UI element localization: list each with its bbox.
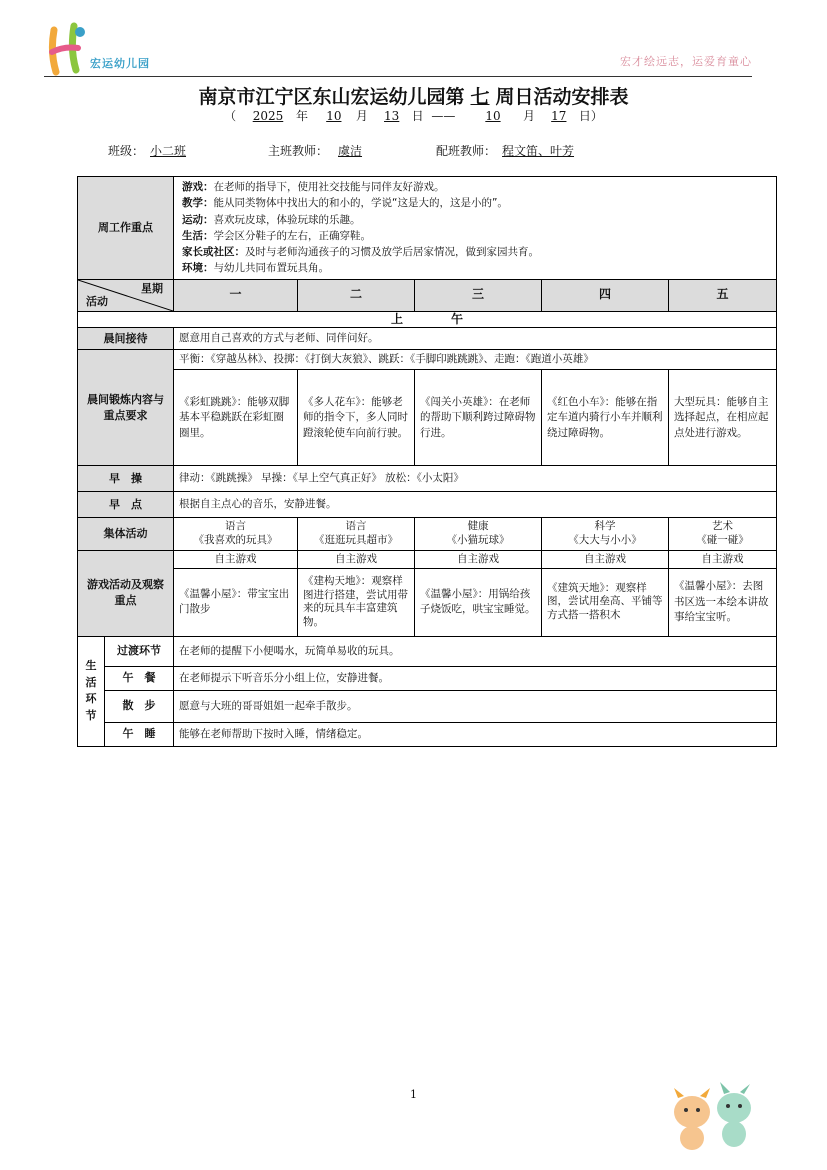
week-number: 七: [470, 86, 490, 108]
exercise-day-cell: 《彩虹跳跳》：能够双脚基本平稳跳跃在彩虹圈圈里。: [174, 370, 298, 466]
game-detail-cell: 《建筑天地》：观察样图，尝试用垒高、平铺等方式搭一搭积木: [542, 568, 669, 636]
class-label: 班级：: [108, 144, 145, 158]
morning-section-label: 上 午: [78, 311, 777, 328]
class-info: [108, 142, 192, 159]
corner-weekday-label: 星期: [141, 281, 163, 295]
mascot-illustration: [664, 1076, 764, 1152]
day-header: 四: [542, 279, 669, 311]
game-type-cell: 自主游戏: [298, 550, 415, 568]
day-unit-2: 日: [578, 109, 591, 123]
exercise-summary-row: [78, 350, 777, 370]
group-activity-cell: 健康 《小猫玩球》: [415, 518, 542, 550]
start-year: 2025: [252, 109, 284, 123]
game-detail-cell: 《温馨小屋》：去图书区选一本绘本讲故事给宝宝听。: [669, 568, 777, 636]
title-prefix: 南京市江宁区东山宏运幼儿园第: [198, 86, 465, 108]
month-unit-2: 月: [522, 109, 535, 123]
date-range: [0, 107, 827, 124]
life-section-label: 生活环节: [78, 636, 105, 746]
date-dash: ——: [431, 109, 456, 123]
life-row: [78, 722, 777, 746]
day-unit-1: 日: [411, 109, 424, 123]
reception-row: [78, 328, 777, 350]
game-detail-cell: 《温馨小屋》：带宝宝出门散步: [174, 568, 298, 636]
reception-text: 愿意用自己喜欢的方式与老师、同伴问好。: [174, 328, 777, 350]
life-row-text: 在老师的提醒下小便喝水，玩简单易收的玩具。: [174, 636, 777, 666]
class-value: 小二班: [150, 144, 187, 158]
end-day: 17: [551, 109, 567, 123]
morning-section-row: [78, 311, 777, 328]
date-close: ）: [590, 109, 603, 123]
page-title: [0, 82, 827, 109]
main-teacher-info: [268, 142, 372, 159]
assist-teacher-info: [436, 142, 580, 159]
main-teacher-value: 虞洁: [338, 144, 363, 158]
schedule-table: [77, 176, 777, 747]
life-row-text: 在老师提示下听音乐分小组上位，安静进餐。: [174, 666, 777, 690]
group-activity-cell: 语言 《我喜欢的玩具》: [174, 518, 298, 550]
start-month: 10: [326, 109, 342, 123]
game-detail-row: [78, 568, 777, 636]
assist-teacher-value: 程文笛、叶芳: [502, 144, 575, 158]
day-header: 三: [415, 279, 542, 311]
life-row-text: 愿意与大班的哥哥姐姐一起牵手散步。: [174, 690, 777, 722]
game-type-cell: 自主游戏: [542, 550, 669, 568]
life-row-label: 午 睡: [105, 722, 174, 746]
day-header: 一: [174, 279, 298, 311]
exercise-day-cell: 《红色小车》：能够在指定车道内骑行小车并顺利绕过障碍物。: [542, 370, 669, 466]
game-detail-cell: 《建构天地》：观察样图进行搭建，尝试用带来的玩具车丰富建筑物。: [298, 568, 415, 636]
day-header: 五: [669, 279, 777, 311]
weekday-corner-cell: [78, 279, 174, 311]
logo-name: 宏运幼儿园: [90, 57, 150, 70]
game-type-cell: 自主游戏: [669, 550, 777, 568]
weekly-focus-row: [78, 177, 777, 280]
group-activity-cell: 艺术 《碰一碰》: [669, 518, 777, 550]
exercise-day-cell: 《多人花车》：能够老师的指令下，多人同时蹬滚轮使车向前行驶。: [298, 370, 415, 466]
header-slogan: 宏才绘远志，运爱育童心: [620, 55, 752, 68]
exercise-days-row: [78, 370, 777, 466]
focus-item: 家长或社区：及时与老师沟通孩子的习惯及放学后居家情况，做到家园共育。: [182, 246, 539, 259]
main-teacher-label: 主班教师：: [268, 144, 329, 158]
morning-exercise-row: [78, 466, 777, 492]
group-activity-cell: 语言 《逛逛玩具超市》: [298, 518, 415, 550]
life-row: [78, 666, 777, 690]
game-type-row: [78, 550, 777, 568]
focus-item: 环境：与幼儿共同布置玩具角。: [182, 262, 329, 275]
exercise-day-cell: 大型玩具：能够自主选择起点，在相应起点处进行游戏。: [669, 370, 777, 466]
year-unit: 年: [295, 109, 308, 123]
group-activity-cell: 科学 《大大与小小》: [542, 518, 669, 550]
header-divider: [44, 76, 752, 77]
focus-item: 生活：学会区分鞋子的左右，正确穿鞋。: [182, 229, 371, 242]
life-row-text: 能够在老师帮助下按时入睡，情绪稳定。: [174, 722, 777, 746]
group-activity-label: 集体活动: [78, 518, 174, 550]
snack-text: 根据自主点心的音乐，安静进餐。: [174, 492, 777, 518]
snack-row: [78, 492, 777, 518]
weekday-header-row: [78, 279, 777, 311]
page-header: [44, 22, 752, 80]
life-row-label: 午 餐: [105, 666, 174, 690]
month-unit-1: 月: [355, 109, 368, 123]
exercise-day-cell: 《闯关小英雄》：在老师的帮助下顺利跨过障碍物行进。: [415, 370, 542, 466]
exercise-summary: 平衡：《穿越丛林》、投掷：《打倒大灰狼》、跳跃：《手脚印跳跳跳》、走跑：《跑道小英雄》: [174, 350, 777, 370]
morning-exercise-label: 早 操: [78, 466, 174, 492]
exercise-label: 晨间锻炼内容与重点要求: [78, 350, 174, 466]
morning-exercise-text: 律动：《跳跳操》 早操：《早上空气真正好》 放松：《小太阳》: [174, 466, 777, 492]
focus-item: 教学：能从同类物体中找出大的和小的，学说“这是大的，这是小的”。: [182, 197, 508, 210]
group-activity-row: [78, 518, 777, 550]
weekly-focus-label: 周工作重点: [78, 177, 174, 280]
day-header: 二: [298, 279, 415, 311]
reception-label: 晨间接待: [78, 328, 174, 350]
life-row: [78, 690, 777, 722]
start-day: 13: [384, 109, 400, 123]
weekly-focus-content: [174, 177, 777, 280]
game-type-cell: 自主游戏: [415, 550, 542, 568]
game-type-cell: 自主游戏: [174, 550, 298, 568]
assist-teacher-label: 配班教师：: [436, 144, 497, 158]
snack-label: 早 点: [78, 492, 174, 518]
title-suffix: 周日活动安排表: [495, 86, 629, 108]
end-month: 10: [485, 109, 501, 123]
life-row: [78, 636, 777, 666]
corner-activity-label: 活动: [86, 294, 108, 308]
life-row-label: 过渡环节: [105, 636, 174, 666]
game-detail-cell: 《温馨小屋》：用锅给孩子烧饭吃，哄宝宝睡觉。: [415, 568, 542, 636]
date-open: （: [224, 109, 237, 123]
page-number: 1: [410, 1088, 417, 1101]
games-label: 游戏活动及观察重点: [78, 550, 174, 636]
focus-item: 游戏：在老师的指导下，使用社交技能与同伴友好游戏。: [182, 181, 445, 193]
focus-item: 运动：喜欢玩皮球，体验玩球的乐趣。: [182, 213, 361, 226]
life-row-label: 散 步: [105, 690, 174, 722]
